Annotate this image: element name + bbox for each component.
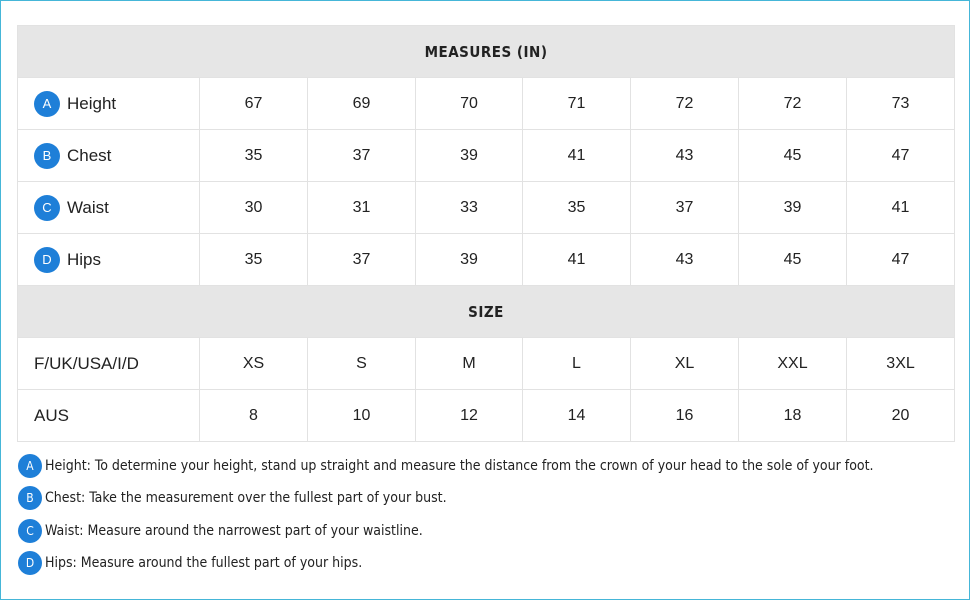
table-cell: 35 [200,234,308,286]
measure-row-height [18,78,955,130]
measure-label-chest [18,130,200,182]
table-cell: 37 [308,234,416,286]
table-cell: 10 [308,390,416,442]
badge-a-icon: A [34,91,60,117]
table-cell: 45 [739,234,847,286]
table-cell: 3XL [847,338,955,390]
measure-label-waist [18,182,200,234]
note-chest [18,486,948,511]
measure-label-hips [18,234,200,286]
size-row-aus [18,390,955,442]
table-cell: 37 [308,130,416,182]
table-cell: XL [631,338,739,390]
measures-header: MEASURES (IN) [18,26,955,78]
table-cell: L [523,338,631,390]
table-cell: 45 [739,130,847,182]
table-cell: XXL [739,338,847,390]
badge-d-icon: D [34,247,60,273]
table-cell: 31 [308,182,416,234]
note-text: Height: To determine your height, stand up straight and measure the distance from the crown of your head to the sole of your foot. [45,457,874,474]
note-text: Hips: Measure around the fullest part of your hips. [45,555,363,571]
table-cell: 12 [416,390,523,442]
measure-label-text: Height [67,93,117,113]
table-cell: 16 [631,390,739,442]
badge-b-icon: B [34,143,60,169]
table-cell: 30 [200,182,308,234]
note-text: Chest: Take the measurement over the fullest part of your bust. [45,490,447,506]
size-row-eu [18,338,955,390]
table-cell: 18 [739,390,847,442]
size-chart-table [17,25,955,442]
table-cell: 43 [631,130,739,182]
table-cell: 67 [200,78,308,130]
table-cell: 43 [631,234,739,286]
table-cell: 20 [847,390,955,442]
measure-row-waist [18,182,955,234]
table-cell: 33 [416,182,523,234]
table-cell: 41 [847,182,955,234]
table-cell: 70 [416,78,523,130]
badge-c-icon: C [34,195,60,221]
note-height [18,453,948,478]
size-label-eu: F/UK/USA/I/D [18,338,200,390]
table-cell: 35 [523,182,631,234]
measure-row-hips [18,234,955,286]
table-cell: 69 [308,78,416,130]
note-hips [18,551,948,576]
note-text: Waist: Measure around the narrowest part of your waistline. [45,522,423,539]
size-header: SIZE [18,286,955,338]
badge-b-icon: B [18,486,42,510]
table-cell: 14 [523,390,631,442]
table-cell: 47 [847,234,955,286]
measure-row-chest [18,130,955,182]
table-cell: 37 [631,182,739,234]
table-cell: XS [200,338,308,390]
table-cell: 39 [416,130,523,182]
table-cell: 73 [847,78,955,130]
measurement-notes [18,453,948,583]
badge-d-icon: D [18,551,42,575]
note-waist [18,518,948,543]
table-cell: 72 [631,78,739,130]
measure-label-text: Hips [67,249,102,269]
table-cell: 39 [416,234,523,286]
measure-label-text: Waist [67,197,109,217]
table-cell: 8 [200,390,308,442]
table-cell: 39 [739,182,847,234]
table-cell: 41 [523,234,631,286]
measures-header-row [18,26,955,78]
size-header-row [18,286,955,338]
table-cell: 35 [200,130,308,182]
measure-label-height [18,78,200,130]
table-cell: S [308,338,416,390]
table-cell: 72 [739,78,847,130]
measure-label-text: Chest [67,145,112,165]
table-cell: 41 [523,130,631,182]
table-cell: M [416,338,523,390]
badge-a-icon: A [18,454,42,478]
table-cell: 71 [523,78,631,130]
badge-c-icon: C [18,519,42,543]
table-cell: 47 [847,130,955,182]
size-label-aus: AUS [18,390,200,442]
